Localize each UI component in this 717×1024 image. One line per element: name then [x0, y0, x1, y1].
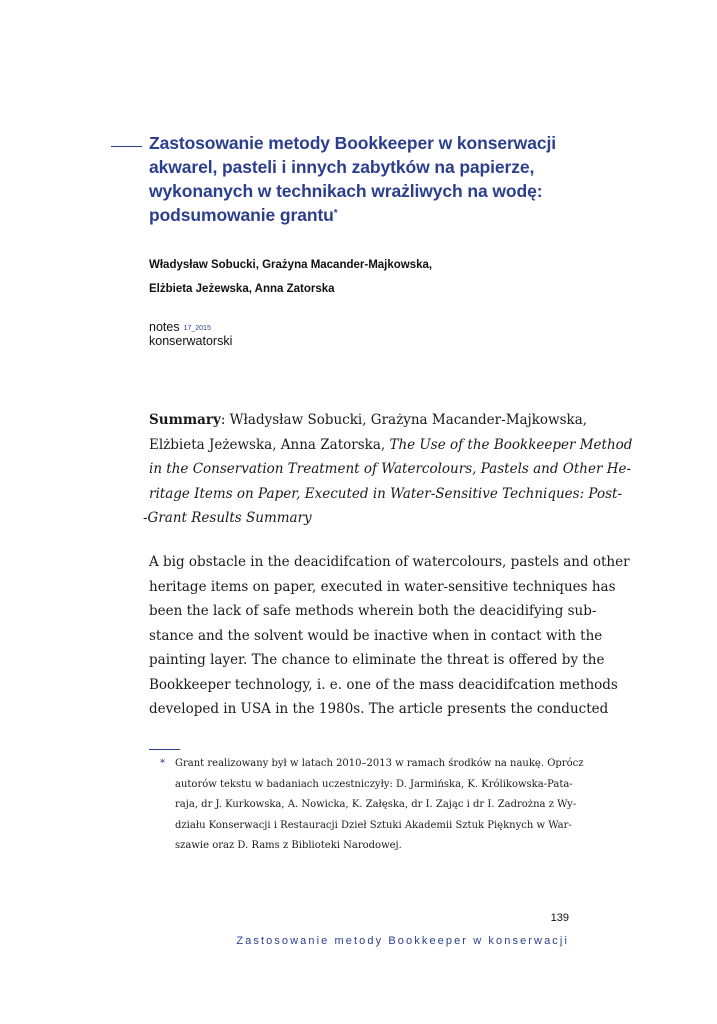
- body-line: Bookkeeper technology, i. e. one of the mass deacidifcation methods: [149, 676, 618, 693]
- summary-english-title: -Grant Results Summary: [143, 510, 312, 526]
- body-line: stance and the solvent would be inactive when in contact with the: [149, 627, 603, 644]
- body-line: painting layer. The chance to eliminate the threat is offered by the: [149, 652, 605, 668]
- summary-english-title: in the Conservation Treatment of Watercolours, Pastels and Other He-: [149, 461, 632, 477]
- footnote-line: raja, dr J. Kurkowska, A. Nowicka, K. Załęska, dr I. Zając i dr I. Zadrożna z Wy-: [175, 799, 577, 810]
- footnote: [175, 754, 584, 857]
- footnote-line: szawie oraz D. Rams z Biblioteki Narodowej.: [175, 840, 402, 851]
- footnote-line: Grant realizowany był w latach 2010–2013 w ramach środków na naukę. Oprócz: [175, 758, 584, 769]
- journal-logo: [149, 321, 232, 348]
- page-number: 139: [550, 912, 569, 924]
- body-line: heritage items on paper, executed in water-sensitive techniques has: [149, 578, 616, 595]
- title-line: podsumowanie grantu: [149, 205, 334, 225]
- footnote-mark: *: [160, 758, 165, 769]
- author-line: Elżbieta Jeżewska, Anna Zatorska: [149, 283, 335, 295]
- body-line: A big obstacle in the deacidifcation of watercolours, pastels and other: [149, 554, 630, 570]
- journal-issue: 17_2015: [183, 325, 211, 332]
- title-rule: [111, 146, 142, 147]
- title-line: wykonanych w technikach wrażliwych na wodę:: [149, 181, 543, 201]
- summary-label: Summary: [149, 412, 221, 428]
- footnote-rule: [149, 749, 180, 750]
- summary-english-title: The Use of the Bookkeeper Method: [389, 436, 633, 453]
- title-footnote-mark: *: [333, 208, 338, 219]
- running-head: Zastosowanie metody Bookkeeper w konserwacji: [236, 935, 569, 947]
- summary-paragraph: [143, 408, 633, 531]
- body-line: been the lack of safe methods wherein both the deacidifying sub-: [149, 603, 597, 619]
- footnote-line: autorów tekstu w badaniach uczestniczyły: D. Jarmińska, K. Królikowska-Pata-: [175, 778, 573, 790]
- author-line: Władysław Sobucki, Grażyna Macander-Majkowska,: [149, 259, 433, 271]
- summary-text: Elżbieta Jeżewska, Anna Zatorska,: [149, 436, 390, 453]
- title-line: akwarel, pasteli i innych zabytków na papierze,: [149, 157, 535, 177]
- footnote-line: działu Konserwacji i Restauracji Dzieł Sztuki Akademii Sztuk Pięknych w War-: [175, 819, 572, 831]
- summary-english-title: ritage Items on Paper, Executed in Water-Sensitive Techniques: Post-: [149, 485, 623, 502]
- journal-name-konserwatorski: konserwatorski: [149, 334, 233, 348]
- title-line: Zastosowanie metody Bookkeeper w konserwacji: [149, 133, 556, 153]
- body-paragraph: [149, 550, 630, 722]
- journal-name-notes: notes: [149, 320, 180, 334]
- author-list: [149, 253, 569, 301]
- body-line: developed in USA in the 1980s. The article presents the conducted: [149, 701, 609, 717]
- article-title: [149, 131, 569, 227]
- summary-text: : Władysław Sobucki, Grażyna Macander-Majkowska,: [220, 412, 588, 428]
